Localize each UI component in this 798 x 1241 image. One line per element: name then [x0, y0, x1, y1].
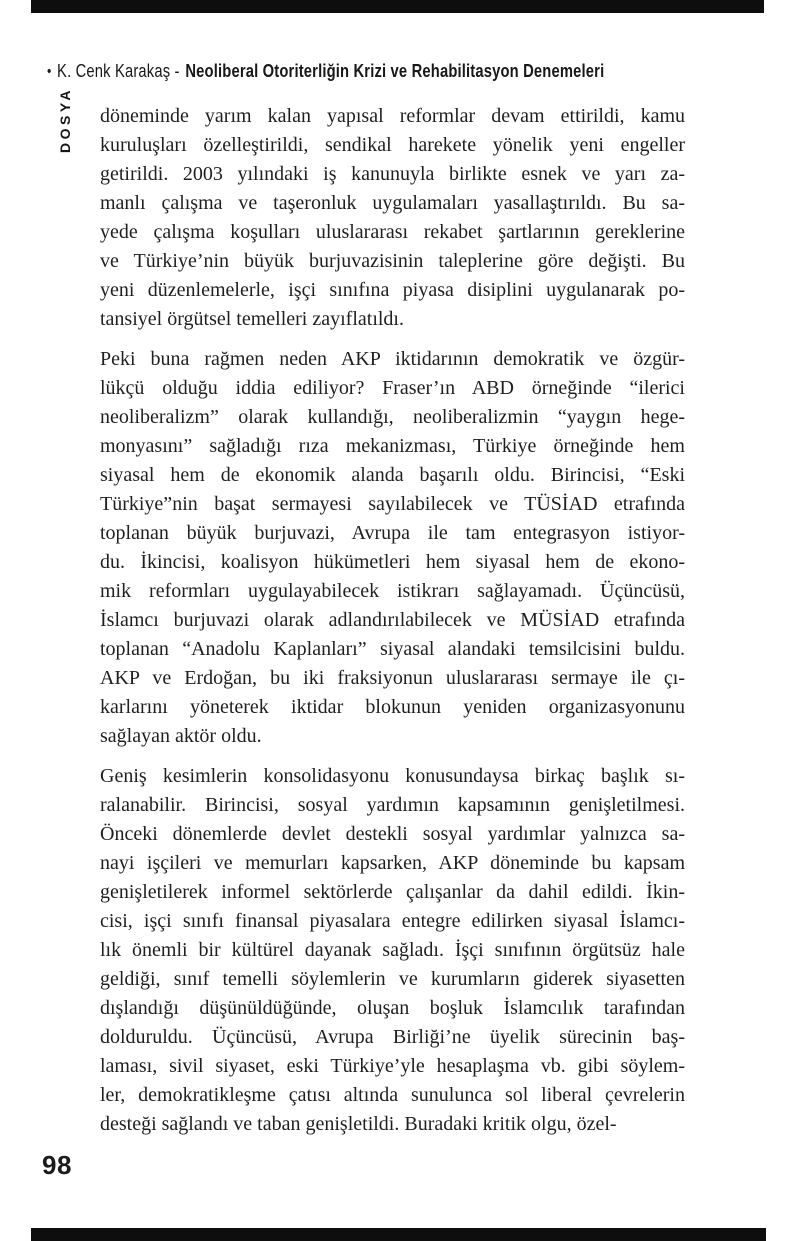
body-text-line: Peki buna rağmen neden AKP iktidarının demokratik ve özgür- — [100, 348, 685, 370]
body-text-line: lükçü olduğu iddia ediliyor? Fraser’ın ABD örneğinde “ilerici — [100, 377, 685, 399]
body-text-line: sağlayan aktör oldu. — [100, 725, 262, 747]
body-text-line: ler, demokratikleşme çatısı altında sunulunca sol liberal çevrelerin — [100, 1084, 685, 1106]
body-text-line: lık önemli bir kültürel dayanak sağladı. İşçi sınıfının örgütsüz hale — [100, 939, 685, 961]
body-text-line: Önceki dönemlerde devlet destekli sosyal yardımlar yalnızca sa- — [100, 823, 685, 845]
body-text-line: kuruluşları özelleştirildi, sendikal harekete yönelik yeni engeller — [100, 134, 685, 156]
body-text-line: mik reformları uygulayabilecek istikrarı sağlayamadı. Üçüncüsü, — [100, 580, 685, 602]
header-chapter-title: Neoliberal Otoriterliğin Krizi ve Rehabilitasyon Denemeleri — [185, 61, 605, 81]
body-text-line: neoliberalizm” olarak kullandığı, neoliberalizmin “yaygın hege- — [100, 406, 685, 428]
page-number: 98 — [42, 1150, 72, 1180]
body-text-line: döneminde yarım kalan yapısal reformlar devam ettirildi, kamu — [100, 105, 685, 127]
body-text-line: ralanabilir. Birincisi, sosyal yardımın kapsamının genişletilmesi. — [100, 794, 685, 816]
body-text-line: Türkiye”nin başat sermayesi sayılabilecek ve TÜSİAD etrafında — [100, 493, 685, 515]
running-header — [47, 61, 604, 82]
body-text-line: geldiği, sınıf temelli söylemlerin ve kurumların giderek siyasetten — [100, 968, 685, 990]
body-text-line: laması, sivil siyaset, eski Türkiye’yle hesaplaşma vb. gibi söylem- — [100, 1055, 685, 1077]
body-text-line: karlarını yöneterek iktidar blokunun yeniden organizasyonunu — [100, 696, 685, 718]
paragraph — [100, 345, 685, 751]
paragraph — [100, 102, 685, 334]
section-label-dosya: DOSYA — [57, 86, 73, 153]
body-text-line: toplanan büyük burjuvazi, Avrupa ile tam entegrasyon istiyor- — [100, 522, 685, 544]
body-text-line: tansiyel örgütsel temelleri zayıflatıldı. — [100, 308, 404, 330]
body-text-line: manlı çalışma ve taşeronluk uygulamaları yasallaştırıldı. Bu sa- — [100, 192, 685, 214]
paragraph — [100, 762, 685, 1139]
body-text-line: yeni düzenlemelerle, işçi sınıfına piyasa disiplini uygulanarak po- — [100, 279, 685, 301]
body-text-line: cisi, işçi sınıfı finansal piyasalara entegre edilirken siyasal İslamcı- — [100, 910, 685, 932]
bullet-icon: • — [47, 63, 52, 80]
body-text-line: dışlandığı düşünüldüğünde, oluşan boşluk İslamcılık tarafından — [100, 997, 685, 1019]
header-author: K. Cenk Karakaş - — [57, 61, 180, 81]
body-text-line: nayi işçileri ve memurları kapsarken, AKP döneminde bu kapsam — [100, 852, 685, 874]
body-text-line: yede çalışma koşulları uluslararası rekabet şartlarının gereklerine — [100, 221, 685, 243]
body-text — [100, 102, 685, 1150]
body-text-line: AKP ve Erdoğan, bu iki fraksiyonun uluslararası sermaye ile çı- — [100, 667, 685, 689]
body-text-line: Geniş kesimlerin konsolidasyonu konusundaysa birkaç başlık sı- — [100, 765, 685, 787]
body-text-line: siyasal hem de ekonomik alanda başarılı oldu. Birincisi, “Eski — [100, 464, 685, 486]
body-text-line: monyasını” sağladığı rıza mekanizması, Türkiye örneğinde hem — [100, 435, 685, 457]
page-bottom-scan-edge — [31, 1228, 766, 1241]
body-text-line: dolduruldu. Üçüncüsü, Avrupa Birliği’ne üyelik sürecinin baş- — [100, 1026, 685, 1048]
body-text-line: toplanan “Anadolu Kaplanları” siyasal alandaki temsilcisini buldu. — [100, 638, 685, 660]
body-text-line: getirildi. 2003 yılındaki iş kanunuyla birlikte esnek ve yarı za- — [100, 163, 685, 185]
body-text-line: desteği sağlandı ve taban genişletildi. Buradaki kritik olgu, özel- — [100, 1113, 617, 1135]
body-text-line: İslamcı burjuvazi olarak adlandırılabilecek ve MÜSİAD etrafında — [100, 609, 685, 631]
page-top-scan-edge — [31, 0, 764, 13]
body-text-line: du. İkincisi, koalisyon hükümetleri hem siyasal hem de ekono- — [100, 551, 685, 573]
body-text-line: genişletilerek informel sektörlerde çalışanlar da dahil edildi. İkin- — [100, 881, 685, 903]
body-text-line: ve Türkiye’nin büyük burjuvazisinin taleplerine göre değişti. Bu — [100, 250, 685, 272]
